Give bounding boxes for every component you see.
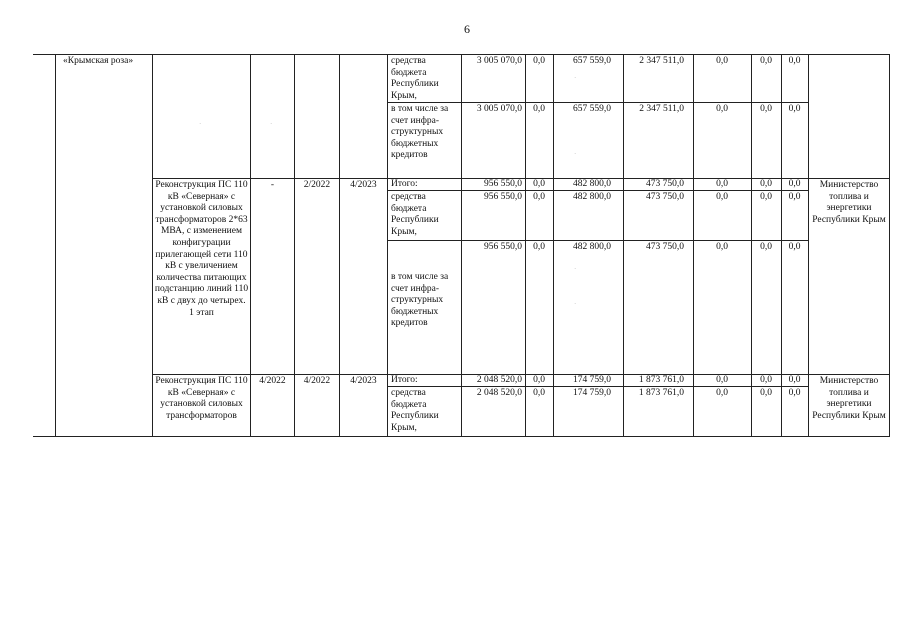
col-border (387, 54, 388, 437)
value-cell: 174 759,0 (573, 375, 611, 385)
value-cell: 0,0 (533, 388, 545, 398)
ministry-cell: Министерство топлива и энергетики Республики Крым (812, 180, 886, 225)
value-cell: 0,0 (716, 56, 728, 66)
value-cell: 0,0 (716, 179, 728, 189)
col-border (808, 54, 809, 437)
value-cell: 0,0 (716, 104, 728, 114)
funding-source-cell: средства бюджета Республики Крым, (391, 56, 439, 101)
date-cell: 4/2022 (259, 376, 286, 386)
value-total-cell: 956 550,0 (484, 192, 522, 202)
value-cell: 0,0 (760, 388, 772, 398)
value-total-cell: 3 005 070,0 (476, 56, 522, 66)
value-cell: 0,0 (788, 192, 801, 202)
value-cell: 0,0 (760, 375, 772, 385)
value-cell: 0,0 (760, 56, 772, 66)
value-cell: 0,0 (760, 179, 772, 189)
value-cell: 0,0 (533, 104, 545, 114)
value-cell: 2 347 511,0 (639, 56, 684, 66)
value-total-cell: 2 048 520,0 (476, 375, 522, 385)
col-border (889, 54, 890, 437)
funding-source-cell: средства бюджета Республики Крым, (391, 192, 439, 237)
col-border (152, 54, 153, 437)
value-cell: 473 750,0 (646, 242, 684, 252)
org-name-cell: «Крымская роза» (63, 56, 134, 66)
value-cell: 2 347 511,0 (639, 104, 684, 114)
value-cell: 0,0 (788, 56, 801, 66)
col-border (55, 54, 56, 437)
value-total-cell: 3 005 070,0 (476, 104, 522, 114)
value-cell: 482 800,0 (573, 179, 611, 189)
value-total-cell: 956 550,0 (484, 179, 522, 189)
value-cell: 473 750,0 (646, 192, 684, 202)
value-cell: 0,0 (760, 242, 772, 252)
value-cell: 482 800,0 (573, 192, 611, 202)
value-cell: 174 759,0 (573, 388, 611, 398)
value-cell: 1 873 761,0 (638, 375, 684, 385)
date-cell: 4/2022 (303, 376, 331, 386)
value-cell: 0,0 (760, 192, 772, 202)
funding-source-cell: средства бюджета Республики Крым, (391, 388, 439, 433)
ministry-cell: Министерство топлива и энергетики Республики Крым (812, 376, 886, 421)
value-cell: 657 559,0 (573, 56, 611, 66)
value-cell: 0,0 (533, 179, 545, 189)
value-total-cell: 956 550,0 (484, 242, 522, 252)
funding-source-cell: в том числе за счет инфра-структурных бюджетных кредитов (391, 104, 449, 161)
value-cell: 0,0 (716, 242, 728, 252)
value-cell: 0,0 (788, 375, 801, 385)
value-cell: 0,0 (760, 104, 772, 114)
value-cell: 1 873 761,0 (638, 388, 684, 398)
value-cell: 0,0 (788, 104, 801, 114)
value-cell: 0,0 (716, 388, 728, 398)
project-name-cell: Реконструкция ПС 110 кВ «Северная» с установкой силовых трансформаторов (155, 376, 248, 421)
value-cell: 0,0 (716, 375, 728, 385)
page-number: 6 (464, 22, 470, 36)
value-cell: 482 800,0 (573, 242, 611, 252)
value-cell: 657 559,0 (573, 104, 611, 114)
date-cell: - (270, 180, 275, 190)
date-cell: 4/2023 (350, 180, 377, 190)
value-total-cell: 2 048 520,0 (476, 388, 522, 398)
value-cell: 0,0 (533, 56, 545, 66)
row-divider (387, 240, 808, 241)
value-cell: 0,0 (533, 242, 545, 252)
project-name-cell: Реконструкция ПС 110 кВ «Северная» с установкой силовых трансформаторов 2*63 МВА, с изменением конфигурации прилегающей сети 110 кВ с увеличением количества питающих подстанцию линий 110 кВ с двух до четырех. 1 этап (154, 180, 249, 318)
date-cell: 4/2023 (350, 376, 377, 386)
value-cell: 0,0 (788, 242, 801, 252)
funding-source-cell: в том числе за счет инфра-структурных бюджетных кредитов (391, 272, 449, 329)
value-cell: 0,0 (788, 179, 801, 189)
value-cell: 0,0 (788, 388, 801, 398)
value-cell: 0,0 (716, 192, 728, 202)
date-cell: 2/2022 (303, 180, 331, 190)
funding-source-cell: Итого: (391, 179, 418, 189)
value-cell: 0,0 (533, 375, 545, 385)
value-cell: 473 750,0 (646, 179, 684, 189)
value-cell: 0,0 (533, 192, 545, 202)
funding-source-cell: Итого: (391, 375, 418, 385)
